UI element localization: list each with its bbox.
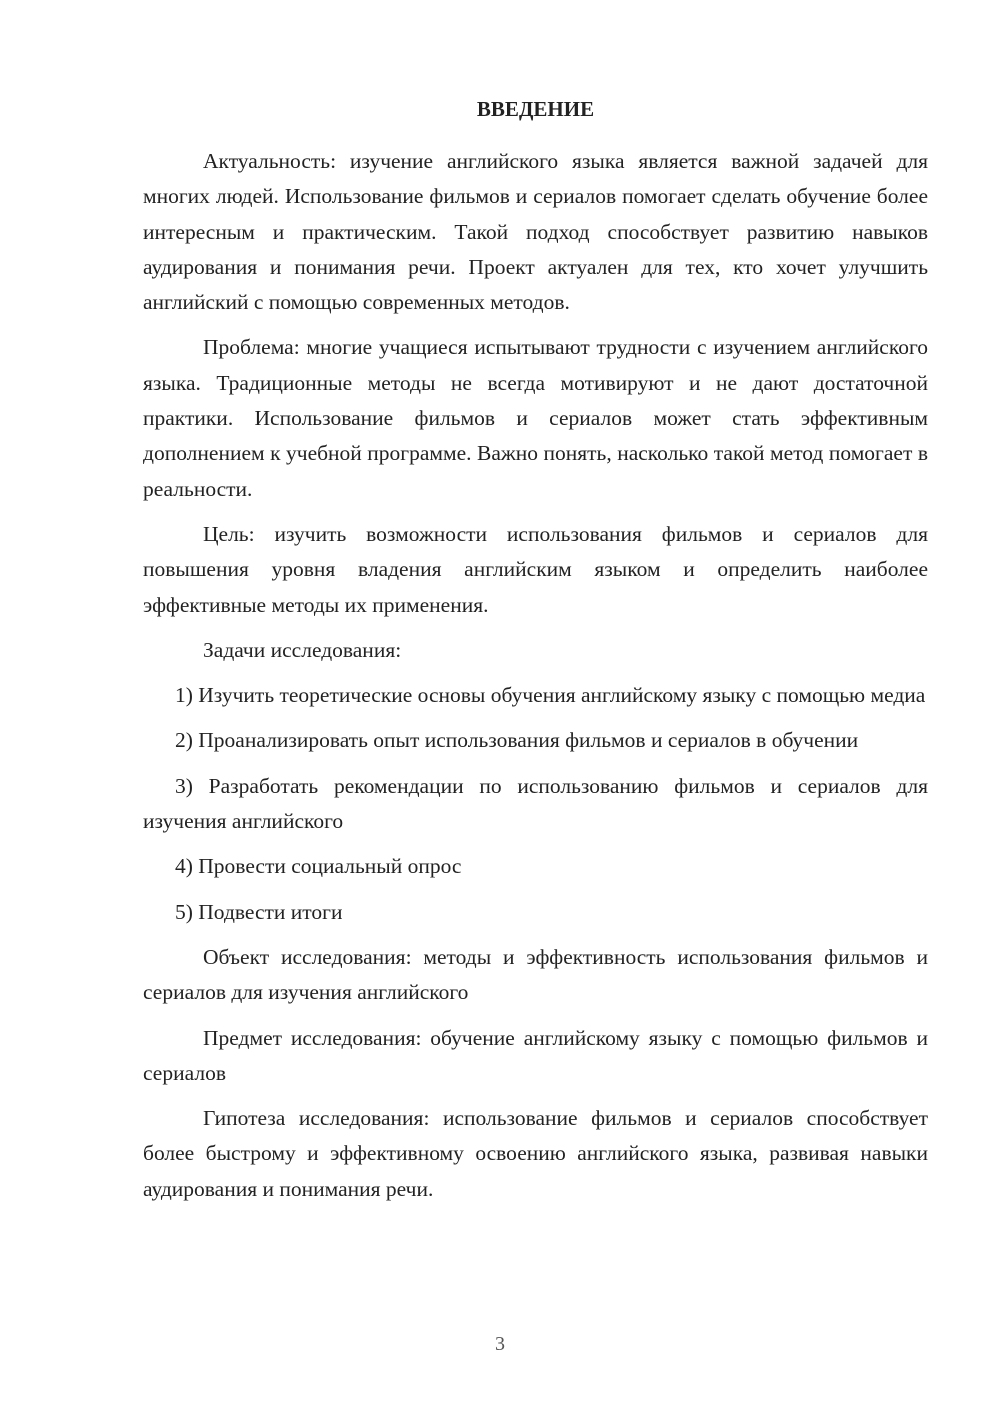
paragraph-subject: Предмет исследования: обучение английскому языку с помощью фильмов и сериалов <box>143 1025 928 1085</box>
document-page <box>143 92 928 1217</box>
paragraph-goal: Цель: изучить возможности использования фильмов и сериалов для повышения уровня владения английским языком и определить наиболее эффективные методы их применения. <box>143 521 928 617</box>
tasks-heading: Задачи исследования: <box>203 637 402 662</box>
task-item: 2) Проанализировать опыт использования фильмов и сериалов в обучении <box>175 728 859 753</box>
paragraph-object: Объект исследования: методы и эффективность использования фильмов и сериалов для изучения английского <box>143 944 928 1005</box>
paragraph-hypothesis: Гипотеза исследования: использование фильмов и сериалов способствует более быстрому и эффективному освоению английского языка, развивая навыки аудирования и понимания речи. <box>143 1106 928 1201</box>
task-item: 3) Разработать рекомендации по использованию фильмов и сериалов для изучения английского <box>143 773 928 834</box>
tasks-list <box>143 678 928 930</box>
page-number: 3 <box>495 1333 505 1355</box>
paragraph-relevance: Актуальность: изучение английского языка является важной задачей для многих людей. Использование фильмов и сериалов помогает сделать обучение более интересным и практическим. Такой подход способствует развитию навыков аудирования и понимания речи. Проект актуален для тех, кто хочет улучшить английский с помощью современных методов. <box>143 149 928 315</box>
task-item: 4) Провести социальный опрос <box>175 854 462 879</box>
task-item: 1) Изучить теоретические основы обучения английскому языку с помощью медиа <box>175 683 926 708</box>
section-title: ВВЕДЕНИЕ <box>476 97 595 121</box>
task-item: 5) Подвести итоги <box>175 899 343 924</box>
paragraph-problem: Проблема: многие учащиеся испытывают трудности с изучением английского языка. Традиционные методы не всегда мотивируют и не дают достаточной практики. Использование фильмов и сериалов может стать эффективным дополнением к учебной программе. Важно понять, насколько такой метод помогает в реальности. <box>143 335 928 501</box>
